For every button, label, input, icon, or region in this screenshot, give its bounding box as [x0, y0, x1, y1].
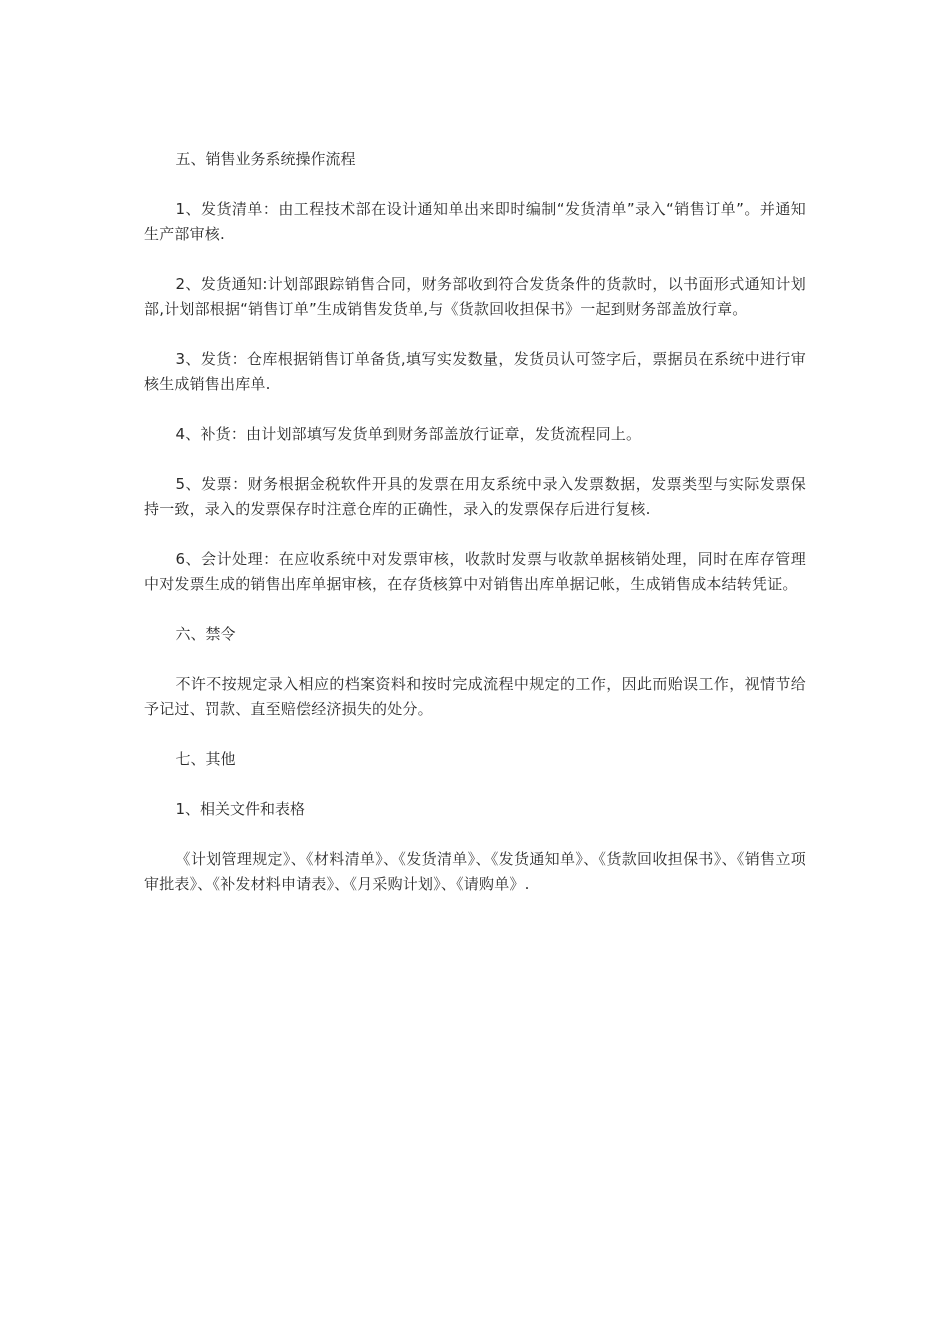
- section-6-heading: 六、禁令: [175, 625, 236, 643]
- section-7-text: 《计划管理规定》、《材料清单》、《发货清单》、《发货通知单》、《货款回收担保书》、《销售立项审批表》、《补发材料申请表》、《月采购计划》、《请购单》.: [144, 850, 806, 893]
- section-5-heading: 五、销售业务系统操作流程: [175, 150, 356, 168]
- section-5-item-6: 6、会计处理：在应收系统中对发票审核，收款时发票与收款单据核销处理，同时在库存管理中对发票生成的销售出库单据审核，在存货核算中对销售出库单据记帐，生成销售成本结转凭证。: [144, 550, 806, 593]
- section-5-item-4: 4、补货：由计划部填写发货单到财务部盖放行证章，发货流程同上。: [175, 425, 642, 443]
- section-7-heading: 七、其他: [175, 750, 236, 768]
- section-6-text: 不许不按规定录入相应的档案资料和按时完成流程中规定的工作，因此而贻误工作，视情节给予记过、罚款、直至赔偿经济损失的处分。: [144, 675, 806, 718]
- section-5-item-3: 3、发货：仓库根据销售订单备货,填写实发数量，发货员认可签字后，票据员在系统中进行审核生成销售出库单.: [144, 350, 806, 393]
- section-5-item-5: 5、发票：财务根据金税软件开具的发票在用友系统中录入发票数据，发票类型与实际发票保持一致，录入的发票保存时注意仓库的正确性，录入的发票保存后进行复核.: [144, 475, 806, 518]
- document-body: [144, 147, 806, 922]
- section-5-item-1: 1、发货清单：由工程技术部在设计通知单出来即时编制“发货清单”录入“销售订单”。并通知生产部审核.: [144, 200, 806, 243]
- section-5-item-2: 2、发货通知:计划部跟踪销售合同，财务部收到符合发货条件的货款时，以书面形式通知计划部,计划部根据“销售订单”生成销售发货单,与《货款回收担保书》一起到财务部盖放行章。: [144, 275, 806, 318]
- section-7-sub-heading: 1、相关文件和表格: [175, 800, 306, 818]
